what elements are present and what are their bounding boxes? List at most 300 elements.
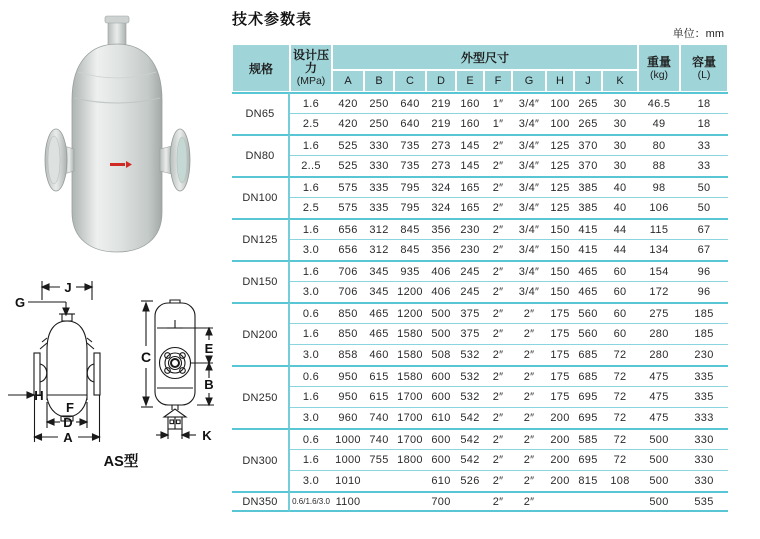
dim-h-cell: 150 <box>546 260 574 281</box>
dim-e-cell: 542 <box>456 407 484 428</box>
dim-b-cell: 335 <box>364 197 394 218</box>
dim-b-cell: 312 <box>364 218 394 239</box>
weight-cell: 475 <box>638 407 680 428</box>
unit-note: 单位：mm <box>672 28 724 40</box>
dim-g-cell: 3/4″ <box>512 218 546 239</box>
dim-a-cell: 706 <box>332 281 364 302</box>
dim-b-cell <box>364 491 394 512</box>
capacity-cell: 535 <box>680 491 728 512</box>
dim-f-cell: 2″ <box>484 134 512 155</box>
spec-cell: DN300 <box>232 428 290 491</box>
dim-f-cell: 2″ <box>484 155 512 176</box>
dim-k-cell: 72 <box>602 407 638 428</box>
dim-e-cell: 375 <box>456 323 484 344</box>
dim-g-cell: 2″ <box>512 344 546 365</box>
capacity-cell: 335 <box>680 365 728 386</box>
table-row <box>232 197 728 218</box>
header-spec: 规格 <box>232 44 290 92</box>
table-row <box>232 92 728 113</box>
dim-b-cell: 740 <box>364 407 394 428</box>
right-flange-face <box>177 137 187 183</box>
weight-cell: 475 <box>638 386 680 407</box>
dim-g-cell: 3/4″ <box>512 134 546 155</box>
pressure-cell: 0.6/1.6/3.0 <box>290 491 332 512</box>
dim-j-cell: 560 <box>574 302 602 323</box>
dim-k-cell: 72 <box>602 386 638 407</box>
dim-j-cell <box>574 491 602 512</box>
dim-d-cell: 610 <box>426 470 456 491</box>
weight-cell: 98 <box>638 176 680 197</box>
pressure-cell: 1.6 <box>290 323 332 344</box>
spec-cell: DN80 <box>232 134 290 176</box>
dim-h-cell: 150 <box>546 218 574 239</box>
dim-g-cell: 2″ <box>512 407 546 428</box>
dim-c-cell: 1580 <box>394 323 426 344</box>
pressure-cell: 1.6 <box>290 218 332 239</box>
dim-a-cell: 575 <box>332 197 364 218</box>
dim-j-cell: 815 <box>574 470 602 491</box>
dim-label-b: B <box>204 377 214 392</box>
capacity-cell: 67 <box>680 239 728 260</box>
dim-c-cell: 1700 <box>394 407 426 428</box>
dim-k-cell <box>602 491 638 512</box>
dim-d-cell: 324 <box>426 197 456 218</box>
table-row <box>232 386 728 407</box>
spec-cell: DN100 <box>232 176 290 218</box>
dim-e-cell: 145 <box>456 134 484 155</box>
dim-h-cell: 175 <box>546 323 574 344</box>
table-row <box>232 323 728 344</box>
dim-k-cell: 72 <box>602 365 638 386</box>
capacity-cell: 96 <box>680 260 728 281</box>
header-dim-k: K <box>602 70 638 92</box>
dim-k-cell: 60 <box>602 323 638 344</box>
dim-g-cell: 2″ <box>512 386 546 407</box>
dim-h-cell: 125 <box>546 197 574 218</box>
weight-cell: 46.5 <box>638 92 680 113</box>
weight-cell: 280 <box>638 323 680 344</box>
product-photo <box>0 0 228 268</box>
pressure-cell: 1.6 <box>290 92 332 113</box>
dim-k-cell: 40 <box>602 197 638 218</box>
dim-c-cell: 1700 <box>394 428 426 449</box>
dim-f-cell: 2″ <box>484 239 512 260</box>
weight-cell: 115 <box>638 218 680 239</box>
dim-a-cell: 656 <box>332 239 364 260</box>
capacity-cell: 330 <box>680 470 728 491</box>
dim-d-cell: 700 <box>426 491 456 512</box>
dim-a-cell: 1000 <box>332 428 364 449</box>
table-row <box>232 260 728 281</box>
dim-b-cell: 465 <box>364 323 394 344</box>
dim-c-cell: 735 <box>394 155 426 176</box>
dim-b-cell: 460 <box>364 344 394 365</box>
dim-h-cell: 150 <box>546 239 574 260</box>
dim-b-cell: 755 <box>364 449 394 470</box>
dim-e-cell: 165 <box>456 197 484 218</box>
header-weight-line1: 重量 <box>647 54 672 69</box>
dim-f-cell: 2″ <box>484 260 512 281</box>
dim-g-cell: 3/4″ <box>512 281 546 302</box>
dim-g-cell: 2″ <box>512 365 546 386</box>
dim-label-k: K <box>202 428 212 443</box>
spec-table-body <box>232 92 728 512</box>
dim-g-cell: 3/4″ <box>512 113 546 134</box>
weight-cell: 172 <box>638 281 680 302</box>
dim-j-cell: 370 <box>574 155 602 176</box>
dim-e-cell: 532 <box>456 344 484 365</box>
dim-j-cell: 560 <box>574 323 602 344</box>
dim-c-cell: 845 <box>394 218 426 239</box>
dim-g-cell: 3/4″ <box>512 155 546 176</box>
capacity-cell: 50 <box>680 197 728 218</box>
dim-k-cell: 72 <box>602 344 638 365</box>
dim-e-cell: 160 <box>456 113 484 134</box>
dim-a-cell: 960 <box>332 407 364 428</box>
dim-e-cell: 230 <box>456 218 484 239</box>
dim-e-cell: 532 <box>456 365 484 386</box>
dim-f-cell: 2″ <box>484 386 512 407</box>
dim-g-cell: 3/4″ <box>512 176 546 197</box>
dim-a-cell: 420 <box>332 92 364 113</box>
dim-a-cell: 706 <box>332 260 364 281</box>
capacity-cell: 18 <box>680 113 728 134</box>
dim-f-cell: 2″ <box>484 302 512 323</box>
header-pressure-line2: (MPa) <box>296 75 326 87</box>
dim-a-cell: 656 <box>332 218 364 239</box>
dim-a-cell: 1000 <box>332 449 364 470</box>
table-row <box>232 428 728 449</box>
dim-h-cell: 175 <box>546 365 574 386</box>
dim-c-cell: 640 <box>394 113 426 134</box>
dim-d-cell: 406 <box>426 260 456 281</box>
dim-b-cell: 345 <box>364 260 394 281</box>
dim-e-cell: 375 <box>456 302 484 323</box>
pressure-cell: 3.0 <box>290 344 332 365</box>
dim-e-cell: 160 <box>456 92 484 113</box>
capacity-cell: 96 <box>680 281 728 302</box>
dim-c-cell: 1700 <box>394 386 426 407</box>
header-capacity-line1: 容量 <box>692 54 717 69</box>
weight-cell: 134 <box>638 239 680 260</box>
capacity-cell: 50 <box>680 176 728 197</box>
capacity-cell: 335 <box>680 386 728 407</box>
dim-h-cell: 100 <box>546 92 574 113</box>
table-row <box>232 302 728 323</box>
dim-b-cell: 615 <box>364 365 394 386</box>
dim-d-cell: 600 <box>426 449 456 470</box>
dim-h-cell: 125 <box>546 155 574 176</box>
spec-cell: DN350 <box>232 491 290 512</box>
dim-a-cell: 1100 <box>332 491 364 512</box>
dim-a-cell: 525 <box>332 155 364 176</box>
dim-k-cell: 108 <box>602 470 638 491</box>
dim-d-cell: 600 <box>426 386 456 407</box>
dim-a-cell: 850 <box>332 323 364 344</box>
table-row <box>232 281 728 302</box>
dim-f-cell: 2″ <box>484 218 512 239</box>
dim-d-cell: 219 <box>426 92 456 113</box>
dim-b-cell: 250 <box>364 92 394 113</box>
dim-d-cell: 356 <box>426 239 456 260</box>
dim-c-cell: 795 <box>394 176 426 197</box>
dim-d-cell: 324 <box>426 176 456 197</box>
dim-j-cell: 695 <box>574 386 602 407</box>
dim-d-cell: 610 <box>426 407 456 428</box>
dim-j-cell: 685 <box>574 365 602 386</box>
table-row <box>232 491 728 512</box>
dim-j-cell: 465 <box>574 281 602 302</box>
dim-b-cell: 250 <box>364 113 394 134</box>
drawing-caption: AS型 <box>103 454 139 470</box>
dim-g-cell: 3/4″ <box>512 260 546 281</box>
dim-label-a: A <box>63 430 73 445</box>
dim-f-cell: 2″ <box>484 365 512 386</box>
dim-j-cell: 695 <box>574 449 602 470</box>
dim-e-cell: 165 <box>456 176 484 197</box>
dim-b-cell <box>364 470 394 491</box>
dim-h-cell: 175 <box>546 344 574 365</box>
capacity-cell: 33 <box>680 134 728 155</box>
dim-j-cell: 465 <box>574 260 602 281</box>
dim-label-f: F <box>66 400 74 415</box>
spec-cell: DN150 <box>232 260 290 302</box>
header-dim-e: E <box>456 70 484 92</box>
pressure-cell: 3.0 <box>290 407 332 428</box>
dim-a-cell: 950 <box>332 386 364 407</box>
dim-d-cell: 500 <box>426 323 456 344</box>
table-row <box>232 449 728 470</box>
dim-g-cell: 2″ <box>512 470 546 491</box>
dim-h-cell: 200 <box>546 470 574 491</box>
right-panel <box>230 0 758 539</box>
dim-h-cell: 200 <box>546 449 574 470</box>
dim-f-cell: 2″ <box>484 428 512 449</box>
dim-f-cell: 2″ <box>484 344 512 365</box>
dim-k-cell: 44 <box>602 218 638 239</box>
top-nozzle-rim <box>105 16 129 23</box>
dim-c-cell: 795 <box>394 197 426 218</box>
dim-g-cell: 3/4″ <box>512 197 546 218</box>
dim-label-g: G <box>14 295 26 310</box>
left-panel <box>0 0 228 539</box>
weight-cell: 500 <box>638 470 680 491</box>
dim-e-cell: 230 <box>456 239 484 260</box>
dim-label-d: D <box>63 415 73 430</box>
capacity-cell: 330 <box>680 449 728 470</box>
spec-cell: DN250 <box>232 365 290 428</box>
dim-k-cell: 72 <box>602 428 638 449</box>
dim-b-cell: 330 <box>364 155 394 176</box>
dim-c-cell: 1580 <box>394 344 426 365</box>
page-title: 技术参数表 <box>232 11 313 28</box>
dim-k-cell: 44 <box>602 239 638 260</box>
header-dim-j: J <box>574 70 602 92</box>
dim-label-j: J <box>64 280 72 295</box>
dim-k-cell: 60 <box>602 260 638 281</box>
dim-g-cell: 2″ <box>512 449 546 470</box>
pressure-cell: 3.0 <box>290 470 332 491</box>
dim-b-cell: 465 <box>364 302 394 323</box>
pressure-cell: 3.0 <box>290 239 332 260</box>
dim-a-cell: 420 <box>332 113 364 134</box>
dim-j-cell: 695 <box>574 407 602 428</box>
dim-b-cell: 330 <box>364 134 394 155</box>
dim-f-cell: 2″ <box>484 470 512 491</box>
dim-h-cell: 175 <box>546 302 574 323</box>
dim-e-cell: 145 <box>456 155 484 176</box>
dim-f-cell: 2″ <box>484 491 512 512</box>
dim-d-cell: 273 <box>426 134 456 155</box>
weight-cell: 49 <box>638 113 680 134</box>
dim-j-cell: 385 <box>574 197 602 218</box>
dim-k-cell: 72 <box>602 449 638 470</box>
dim-e-cell <box>456 491 484 512</box>
weight-cell: 275 <box>638 302 680 323</box>
dim-b-cell: 740 <box>364 428 394 449</box>
dim-g-cell: 2″ <box>512 428 546 449</box>
pressure-cell: 3.0 <box>290 281 332 302</box>
dim-c-cell: 1580 <box>394 365 426 386</box>
table-row <box>232 155 728 176</box>
header-capacity <box>680 44 728 92</box>
dim-d-cell: 219 <box>426 113 456 134</box>
dim-b-cell: 312 <box>364 239 394 260</box>
left-flange-face <box>48 136 60 184</box>
table-row <box>232 134 728 155</box>
pressure-cell: 1.6 <box>290 176 332 197</box>
spec-table <box>232 44 728 512</box>
spec-cell: DN65 <box>232 92 290 134</box>
dim-d-cell: 356 <box>426 218 456 239</box>
dim-g-cell: 3/4″ <box>512 92 546 113</box>
dim-d-cell: 600 <box>426 365 456 386</box>
dim-g-cell: 2″ <box>512 491 546 512</box>
dim-d-cell: 500 <box>426 302 456 323</box>
dim-c-cell <box>394 491 426 512</box>
dim-label-c: C <box>140 349 152 365</box>
dim-c-cell: 935 <box>394 260 426 281</box>
dim-f-cell: 2″ <box>484 281 512 302</box>
header-dim-h: H <box>546 70 574 92</box>
dim-e-cell: 542 <box>456 449 484 470</box>
header-capacity-line2: (L) <box>697 68 711 81</box>
pressure-cell: 0.6 <box>290 365 332 386</box>
pressure-cell: 2.5 <box>290 113 332 134</box>
capacity-cell: 230 <box>680 344 728 365</box>
capacity-cell: 33 <box>680 155 728 176</box>
weight-cell: 500 <box>638 491 680 512</box>
weight-cell: 500 <box>638 449 680 470</box>
header-dim-d: D <box>426 70 456 92</box>
header-weight <box>638 44 680 92</box>
pressure-cell: 0.6 <box>290 302 332 323</box>
capacity-cell: 67 <box>680 218 728 239</box>
weight-cell: 280 <box>638 344 680 365</box>
capacity-cell: 330 <box>680 428 728 449</box>
pressure-cell: 1.6 <box>290 134 332 155</box>
dim-h-cell: 125 <box>546 176 574 197</box>
dim-g-cell: 3/4″ <box>512 239 546 260</box>
table-row <box>232 407 728 428</box>
pressure-cell: 1.6 <box>290 449 332 470</box>
dim-j-cell: 265 <box>574 92 602 113</box>
dim-h-cell: 150 <box>546 281 574 302</box>
pressure-cell: 1.6 <box>290 260 332 281</box>
dim-f-cell: 2″ <box>484 449 512 470</box>
dim-g-cell: 2″ <box>512 302 546 323</box>
spec-cell: DN200 <box>232 302 290 365</box>
dim-h-cell: 200 <box>546 428 574 449</box>
table-row <box>232 365 728 386</box>
dim-c-cell: 1200 <box>394 302 426 323</box>
dim-k-cell: 30 <box>602 113 638 134</box>
pressure-cell: 1.6 <box>290 386 332 407</box>
dim-c-cell: 640 <box>394 92 426 113</box>
weight-cell: 80 <box>638 134 680 155</box>
dim-h-cell: 100 <box>546 113 574 134</box>
dim-a-cell: 950 <box>332 365 364 386</box>
dim-k-cell: 30 <box>602 134 638 155</box>
dim-a-cell: 858 <box>332 344 364 365</box>
dim-d-cell: 273 <box>426 155 456 176</box>
table-header <box>232 44 728 92</box>
header-pressure <box>290 44 332 92</box>
table-row <box>232 218 728 239</box>
dim-k-cell: 60 <box>602 302 638 323</box>
header-dim-f: F <box>484 70 512 92</box>
capacity-cell: 185 <box>680 302 728 323</box>
capacity-cell: 333 <box>680 407 728 428</box>
weight-cell: 475 <box>638 365 680 386</box>
dim-label-h: H <box>34 388 44 403</box>
dim-h-cell <box>546 491 574 512</box>
dim-h-cell: 200 <box>546 407 574 428</box>
dim-c-cell <box>394 470 426 491</box>
dim-g-cell: 2″ <box>512 323 546 344</box>
pressure-cell: 2.5 <box>290 197 332 218</box>
dim-j-cell: 265 <box>574 113 602 134</box>
dim-a-cell: 575 <box>332 176 364 197</box>
dim-label-e: E <box>204 341 214 356</box>
table-row <box>232 470 728 491</box>
dim-e-cell: 526 <box>456 470 484 491</box>
dim-e-cell: 542 <box>456 428 484 449</box>
dim-a-cell: 850 <box>332 302 364 323</box>
capacity-cell: 185 <box>680 323 728 344</box>
dimension-drawing <box>0 270 228 537</box>
dim-d-cell: 600 <box>426 428 456 449</box>
dim-h-cell: 175 <box>546 386 574 407</box>
dim-e-cell: 532 <box>456 386 484 407</box>
dim-f-cell: 1″ <box>484 92 512 113</box>
dim-j-cell: 585 <box>574 428 602 449</box>
dim-b-cell: 345 <box>364 281 394 302</box>
header-dim-b: B <box>364 70 394 92</box>
dim-f-cell: 2″ <box>484 407 512 428</box>
weight-cell: 154 <box>638 260 680 281</box>
dim-f-cell: 2″ <box>484 323 512 344</box>
header-weight-line2: (kg) <box>649 68 669 81</box>
pressure-cell: 0.6 <box>290 428 332 449</box>
weight-cell: 500 <box>638 428 680 449</box>
dim-h-cell: 125 <box>546 134 574 155</box>
dim-d-cell: 508 <box>426 344 456 365</box>
dim-k-cell: 30 <box>602 92 638 113</box>
dim-b-cell: 335 <box>364 176 394 197</box>
dim-c-cell: 1200 <box>394 281 426 302</box>
dim-d-cell: 406 <box>426 281 456 302</box>
